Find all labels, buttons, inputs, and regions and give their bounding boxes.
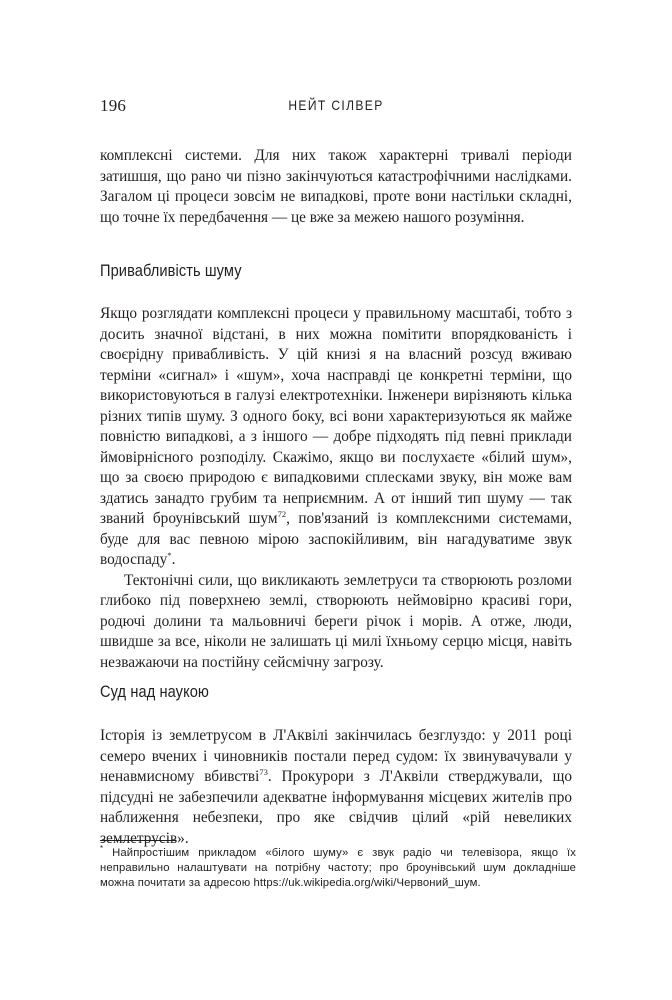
section-heading-noise: Привабливість шуму: [100, 261, 242, 280]
footnote-ref-star: *: [167, 549, 172, 560]
trial-p1-text-b: . Прокурори з Л'Аквіли стверджували, що підсудні не забезпечили адекватне інформування місцевих жителів про наближення небезпеки, про яке свідчив цілий «рій невеликих землетрусів».: [100, 768, 573, 847]
footnote-marker: *: [100, 844, 104, 854]
section-heading-trial: Суд над наукою: [100, 682, 209, 701]
trial-paragraph-1: [100, 726, 572, 849]
running-title: НЕЙТ СІЛВЕР: [288, 97, 384, 113]
footnote: [100, 846, 576, 891]
noise-paragraph-2: Тектонічні сили, що викликають землетруси та створюють розломи глибоко під поверхнею землі, створюють неймовірно красиві гори, родючі долини та мальовничі береги річок і морів. А отже, люди, швидше за все, ніколи не залишать ці милі їхньому серцю місця, навіть незважаючи на постійну сейсмічну загрозу.: [100, 571, 572, 671]
footnote-divider: [100, 840, 176, 841]
footnote-text: Найпростішим прикладом «білого шуму» є звук радіо чи телевізора, якщо їх неправильно налаштувати на потрібну частоту; про броунівський шум докладніше можна почитати за адресою https://uk.wikipedia.org/wiki/Червоний_шум.: [100, 847, 576, 889]
running-head: [100, 96, 572, 118]
trial-p1-text-a: Історія із землетрусом в Л'Аквілі закінчилась безглуздо: у 2011 році семеро вчених і чиновників постали перед судом: їх звинувачували у ненавмисному вбивстві: [100, 727, 572, 785]
noise-p1-text-end: .: [171, 551, 176, 568]
noise-paragraph-1: [100, 304, 572, 571]
section-noise-body: [100, 304, 572, 673]
endnote-ref-72: 72: [277, 508, 287, 519]
endnote-ref-73: 73: [259, 766, 268, 777]
intro-paragraph: комплексні системи. Для них також характерні тривалі періоди затишшя, що рано чи пізно закінчуються катастрофічними наслідками. Загалом ці процеси зовсім не випадкові, проте вони настільки складні, що точне їх передбачення — це вже за межею нашого розуміння.: [100, 147, 572, 226]
page-number: 196: [100, 96, 127, 115]
noise-p1-text-a: Якщо розглядати комплексні процеси у правильному масштабі, тобто з досить значної відстані, в них можна помітити впорядкованість і своєрідну привабливість. У цій книзі я на власний розсуд вживаю терміни «сигнал» і «шум», хоча насправді це конкретні терміни, що використовуються в галузі електротехніки. Інженери вирізняють кілька різних типів шуму. З одного боку, всі вони характеризуються як майже повністю випадкові, а з іншого — добре підходять під певні приклади ймовірнісного розподілу. Скажімо, якщо ви послухаєте «білий шум», що за своєю природою є випадковими сплесками звуку, він може вам здатись занадто грубим та неприємним. А от інший тип шуму — так званий броунівський шум: [100, 305, 572, 527]
section-trial-body: [100, 726, 572, 849]
noise-p1-text-b: , пов'язаний із комплексними системами, буде для вас певною мірою заспокійливим, він нагадуватиме звук водоспаду: [100, 510, 572, 568]
intro-block: [100, 146, 572, 228]
